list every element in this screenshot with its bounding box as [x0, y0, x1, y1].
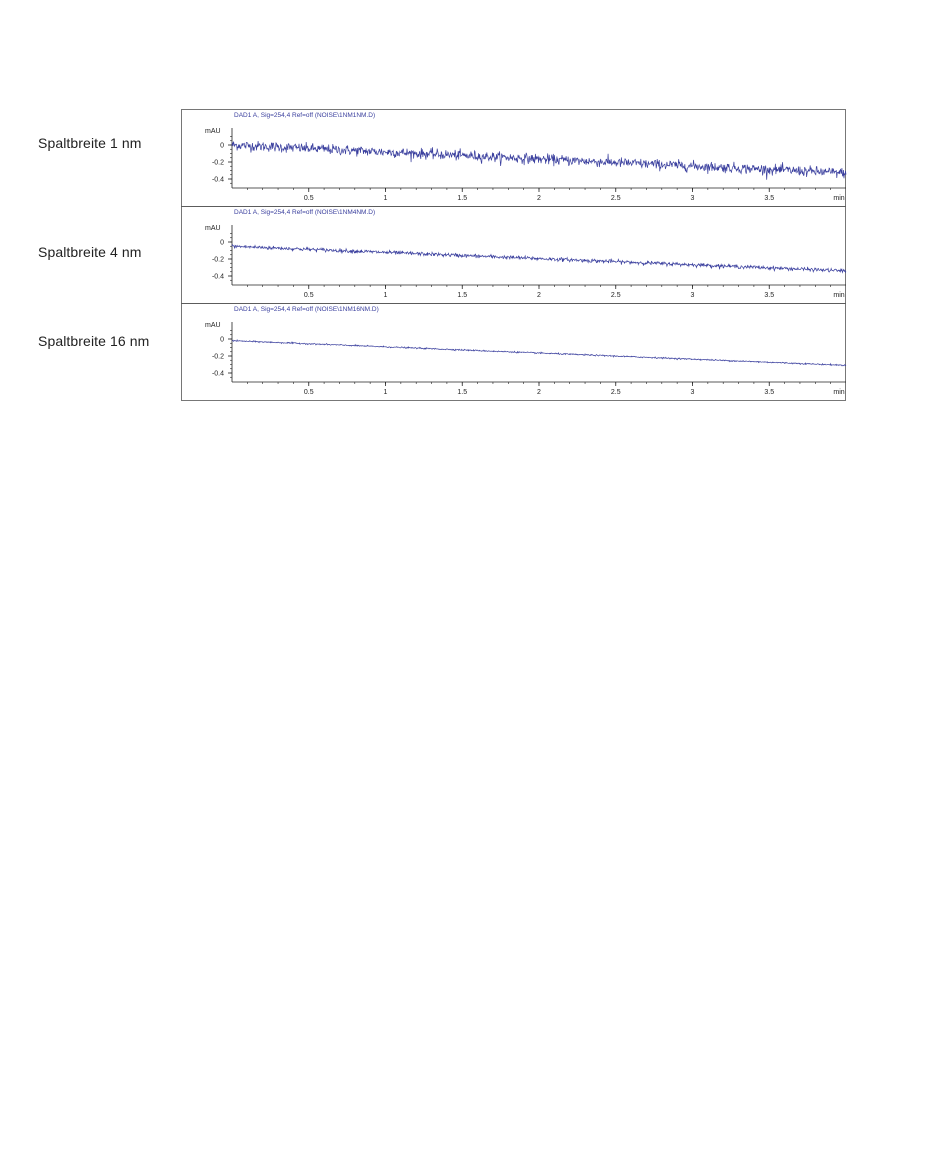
- x-tick-label: 3: [690, 195, 695, 202]
- x-tick-label: 1: [383, 195, 388, 202]
- chart-panel-3: [182, 304, 847, 401]
- chart-title: DAD1 A, Sig=254,4 Ref=off (NOISE\1NM4NM.D): [234, 209, 376, 216]
- x-tick-label: 2.5: [610, 292, 621, 299]
- x-tick-label: 2: [537, 195, 541, 202]
- x-tick-label: 3.5: [764, 389, 775, 396]
- x-tick-label: 2.5: [610, 195, 621, 202]
- x-tick-label: 3: [690, 292, 695, 299]
- x-tick-label: 3.5: [764, 195, 775, 202]
- y-tick-label: -0.2: [211, 256, 224, 264]
- x-tick-label: 3.5: [764, 292, 775, 299]
- y-tick-label: 0: [220, 239, 224, 247]
- x-tick-label: 0.5: [303, 195, 314, 202]
- x-tick-label: 2: [537, 292, 541, 299]
- chart-panel-1: [182, 110, 847, 207]
- y-axis-label: mAU: [205, 225, 221, 232]
- x-tick-label: 1.5: [457, 292, 468, 299]
- y-tick-label: -0.2: [211, 159, 224, 167]
- x-tick-label: 0.5: [303, 292, 314, 299]
- y-tick-label: -0.4: [211, 273, 224, 281]
- signal-trace: [232, 141, 846, 180]
- x-tick-label: 1: [383, 292, 388, 299]
- x-axis-label: min: [833, 195, 845, 202]
- x-tick-label: 2: [537, 389, 541, 396]
- y-tick-label: -0.4: [211, 176, 224, 184]
- panel-frame: [182, 110, 846, 207]
- y-tick-label: -0.4: [211, 370, 224, 378]
- panel-frame: [182, 207, 846, 304]
- x-axis-label: min: [833, 389, 845, 396]
- row-label-1nm: Spaltbreite 1 nm: [38, 135, 142, 151]
- x-axis-label: min: [833, 292, 845, 299]
- x-tick-label: 3: [690, 389, 695, 396]
- x-tick-label: 0.5: [303, 389, 314, 396]
- y-tick-label: -0.2: [211, 353, 224, 361]
- y-axis-label: mAU: [205, 128, 221, 135]
- y-tick-label: 0: [220, 142, 224, 150]
- x-tick-label: 2.5: [610, 389, 621, 396]
- signal-trace: [232, 340, 846, 366]
- x-tick-label: 1.5: [457, 195, 468, 202]
- y-tick-label: 0: [220, 336, 224, 344]
- row-label-16nm: Spaltbreite 16 nm: [38, 333, 150, 349]
- chart-panel-2: [182, 207, 847, 304]
- y-axis-label: mAU: [205, 322, 221, 329]
- x-tick-label: 1: [383, 389, 388, 396]
- chart-title: DAD1 A, Sig=254,4 Ref=off (NOISE\1NM16NM.D): [234, 306, 379, 313]
- signal-trace: [232, 245, 846, 273]
- chart-title: DAD1 A, Sig=254,4 Ref=off (NOISE\1NM1NM.D): [234, 112, 376, 119]
- row-label-4nm: Spaltbreite 4 nm: [38, 244, 142, 260]
- x-tick-label: 1.5: [457, 389, 468, 396]
